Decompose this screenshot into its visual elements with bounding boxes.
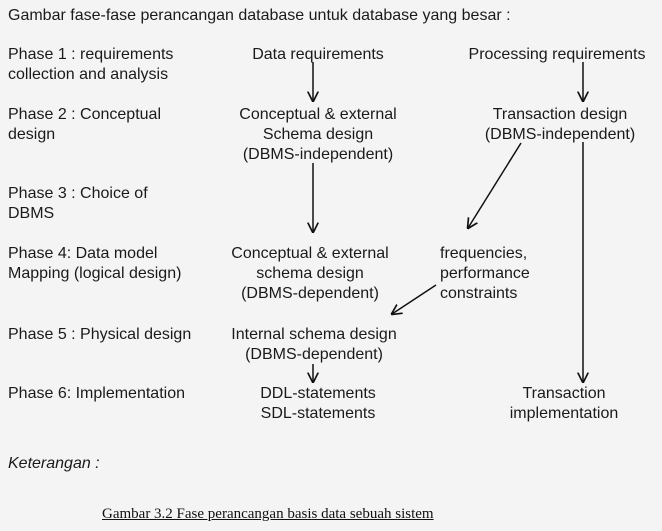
conceptual-schema-design-node: Conceptual & external Schema design (DBMS-independent) xyxy=(239,106,397,163)
phase-2-label: Phase 2 : Conceptual design xyxy=(8,106,161,143)
internal-schema-design-node: Internal schema design (DBMS-dependent) xyxy=(231,326,397,363)
phase-4-label: Phase 4: Data model Mapping (logical design) xyxy=(8,245,182,282)
frequencies-constraints-node: frequencies, performance constraints xyxy=(440,245,530,302)
transaction-design-node: Transaction design (DBMS-independent) xyxy=(484,106,636,143)
processing-requirements-node: Processing requirements xyxy=(468,46,646,63)
mapping-schema-design-node: Conceptual & external schema design (DBMS-dependent) xyxy=(231,245,389,302)
diagram-title: Gambar fase-fase perancangan database untuk database yang besar : xyxy=(8,7,511,24)
arrow-transaction-to-constraints xyxy=(468,143,521,228)
phase-5-label: Phase 5 : Physical design xyxy=(8,326,192,343)
arrow-constraints-to-physical xyxy=(392,285,436,314)
phase-3-label: Phase 3 : Choice of DBMS xyxy=(8,185,148,222)
phase-1-label: Phase 1 : requirements collection and analysis xyxy=(8,46,174,83)
keterangan-label: Keterangan : xyxy=(8,455,100,472)
transaction-implementation-node: Transaction implementation xyxy=(509,385,619,422)
phase-6-label: Phase 6: Implementation xyxy=(8,385,185,402)
data-requirements-node: Data requirements xyxy=(252,46,384,63)
ddl-sdl-statements-node: DDL-statements SDL-statements xyxy=(260,385,376,422)
figure-caption: Gambar 3.2 Fase perancangan basis data sebuah sistem xyxy=(102,506,434,522)
